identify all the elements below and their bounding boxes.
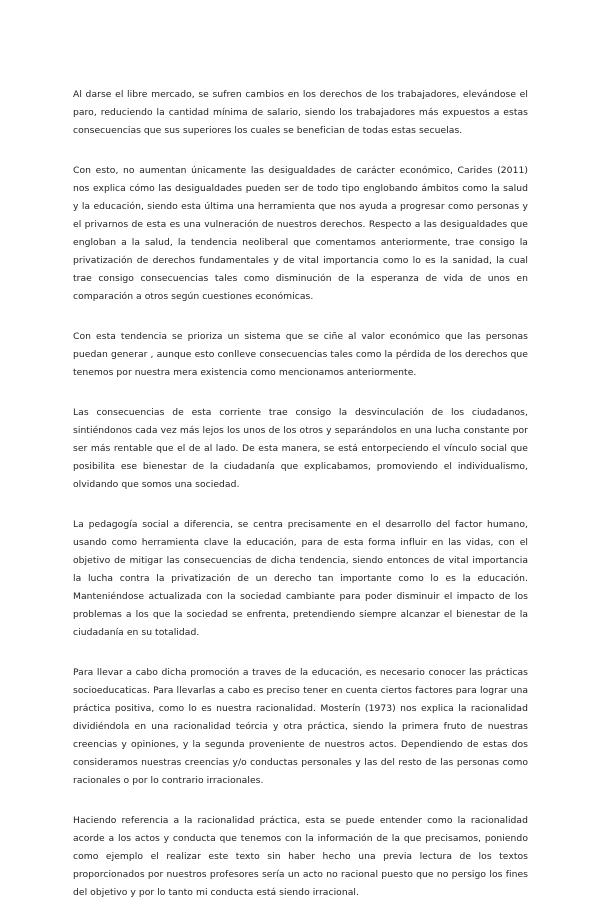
paragraph-2: Con esto, no aumentan únicamente las desigualdades de carácter económico, Carides (2011) nos explica cómo las desigualdades pueden ser de todo tipo englobando ámbitos como la salud y la educación, siendo esta última una herramienta que nos ayuda a progresar como personas y el privarnos de esta es una vulneración de nuestros derechos. Respecto a las desigualdades que engloban a la salud, la tendencia neoliberal que comentamos anteriormente, trae consigo la privatización de derechos fundamentales y de vital importancia como lo es la sanidad, la cual trae consigo consecuencias tales como disminución de la esperanza de vida de unos en comparación a otros según cuestiones económicas. [73, 165, 528, 302]
paragraph-6: Para llevar a cabo dicha promoción a traves de la educación, es necesario conocer las prácticas socioeducaticas. Para llevarlas a cabo es preciso tener en cuenta ciertos factores para lograr una práctica positiva, como lo es nuestra racionalidad. Mosterín (1973) nos explica la racionalidad dividiéndola en una racionalidad teórcia y otra práctica, siendo la primera fruto de nuestras creencias y opiniones, y la segunda proveniente de nuestros actos. Dependiendo de estas dos consideramos nuestras creencias y/o conductas personales y las del resto de las personas como racionales o por lo contrario irracionales. [73, 667, 528, 786]
paragraph-7: Haciendo referencia a la racionalidad práctica, esta se puede entender como la racionalidad acorde a los actos y conducta que tenemos con la información de la que precisamos, poniendo como ejemplo el realizar este texto sin haber hecho una previa lectura de los textos proporcionados por nuestros profesores sería un acto no racional puesto que no persigo los fines del objetivo y por lo tanto mi conducta está siendo irracional. [73, 815, 528, 898]
paragraph-3: Con esta tendencia se prioriza un sistema que se ciñe al valor económico que las personas puedan generar , aunque esto conlleve consecuencias tales como la pérdida de los derechos que tenemos por nuestra mera existencia como mencionamos anteriormente. [73, 331, 528, 378]
paragraph-5: La pedagogía social a diferencia, se centra precisamente en el desarrollo del factor humano, usando como herramienta clave la educación, para de esta forma influir en las vidas, con el objetivo de mitigar las consecuencias de dicha tendencia, siendo entonces de vital importancia la lucha contra la privatización de un derecho tan importante como lo es la educación. Manteniéndose actualizada con la sociedad cambiante para poder disminuir el impacto de los problemas a los que la sociedad se enfrenta, pretendiendo siempre alcanzar el bienestar de la ciudadanía en su totalidad. [73, 519, 528, 638]
document-body [73, 86, 528, 924]
paragraph-4: Las consecuencias de esta corriente trae consigo la desvinculación de los ciudadanos, sintiéndonos cada vez más lejos los unos de los otros y separándolos en una lucha constante por ser más rentable que el de al lado. De esta manera, se está entorpeciendo el vínculo social que posibilita ese bienestar de la ciudadanía que explicabamos, promoviendo el individualismo, olvidando que somos una sociedad. [73, 407, 528, 490]
paragraph-1: Al darse el libre mercado, se sufren cambios en los derechos de los trabajadores, elevándose el paro, reduciendo la cantidad mínima de salario, siendo los trabajadores más expuestos a estas consecuencias que sus superiores los cuales se benefician de todas estas secuelas. [73, 89, 528, 136]
